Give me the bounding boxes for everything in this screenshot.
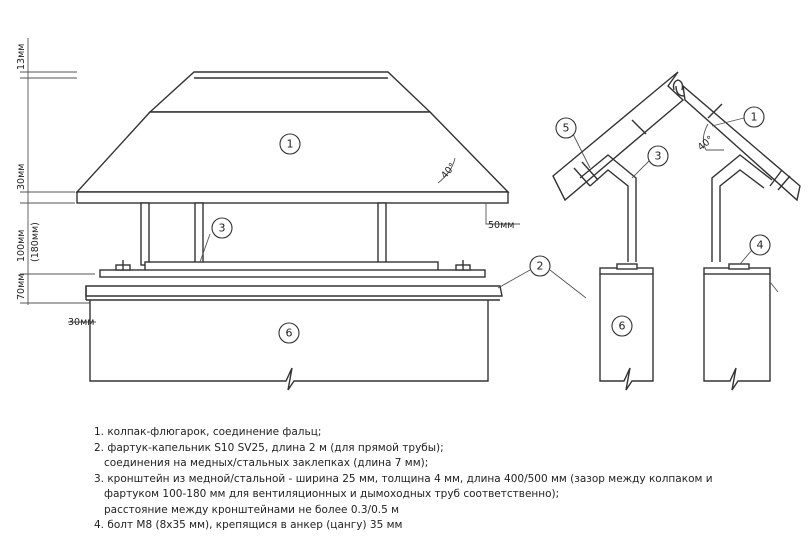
cap-section-view-left bbox=[553, 72, 684, 390]
dim-100mm: 100мм bbox=[16, 229, 27, 262]
angle-40-left: 40° bbox=[439, 161, 459, 182]
legend-number: 2. bbox=[94, 441, 105, 454]
svg-text:3: 3 bbox=[654, 149, 662, 163]
callout-1 bbox=[280, 134, 300, 154]
legend-item-2-line-2 bbox=[94, 456, 794, 472]
dim-30mm: 30мм bbox=[16, 163, 27, 190]
legend-number: 3. bbox=[94, 472, 105, 485]
legend-item-3-line-3 bbox=[94, 503, 794, 519]
legend-text: фартуком 100-180 мм для вентиляционных и дымоходных труб соответственно); bbox=[104, 488, 560, 500]
callout-3 bbox=[200, 218, 232, 262]
cap-section-view-right bbox=[683, 86, 800, 390]
legend-item-4 bbox=[94, 518, 794, 534]
legend-text: колпак-флюгарок, соединение фальц; bbox=[107, 426, 322, 438]
cap-rim bbox=[77, 192, 508, 203]
legend-item-1 bbox=[94, 425, 794, 441]
callout-6 bbox=[279, 323, 299, 343]
cap-front-view bbox=[68, 72, 520, 390]
svg-text:3: 3 bbox=[218, 221, 226, 235]
legend-item-3 bbox=[94, 472, 794, 488]
legend-text: соединения на медных/стальных заклепках (длина 7 мм); bbox=[104, 457, 429, 469]
dim-30mm-apron: 30мм bbox=[68, 317, 95, 328]
angle-40-right: 40° bbox=[695, 133, 716, 154]
legend-item-3-line-2 bbox=[94, 487, 794, 503]
callout-4 bbox=[740, 235, 770, 264]
svg-text:6: 6 bbox=[285, 326, 293, 340]
svg-text:5: 5 bbox=[562, 121, 570, 135]
svg-text:2: 2 bbox=[536, 259, 544, 273]
callout-3b bbox=[632, 146, 668, 178]
legend-text: болт М8 (8х35 мм), крепящися в анкер (цангу) 35 мм bbox=[107, 519, 403, 531]
apron bbox=[86, 286, 502, 296]
legend bbox=[94, 425, 794, 534]
legend-number: 4. bbox=[94, 519, 105, 531]
legend-number: 1. bbox=[94, 426, 105, 438]
legend-text: расстояние между кронштейнами не более 0.3/0.5 м bbox=[104, 503, 400, 516]
dimension-chain-left bbox=[16, 38, 95, 305]
dim-70mm: 70мм bbox=[16, 273, 27, 300]
svg-text:1: 1 bbox=[750, 110, 758, 124]
dim-13mm: 13мм bbox=[16, 43, 27, 70]
dim-180mm: (180мм) bbox=[30, 222, 41, 262]
legend-text: кронштейн из медной/стальной - ширина 25 мм, толщина 4 мм, длина 400/500 мм (зазор между колпаком и bbox=[107, 472, 713, 485]
legend-text: фартук-капельник S10 SV25, длина 2 м (для прямой трубы); bbox=[107, 441, 444, 454]
legend-item-2 bbox=[94, 441, 794, 457]
callout-2 bbox=[498, 256, 586, 298]
callout-6b bbox=[612, 316, 632, 336]
svg-text:6: 6 bbox=[618, 319, 626, 333]
dim-50mm: 50мм bbox=[488, 220, 515, 231]
svg-text:1: 1 bbox=[286, 137, 294, 151]
svg-text:4: 4 bbox=[756, 238, 764, 252]
